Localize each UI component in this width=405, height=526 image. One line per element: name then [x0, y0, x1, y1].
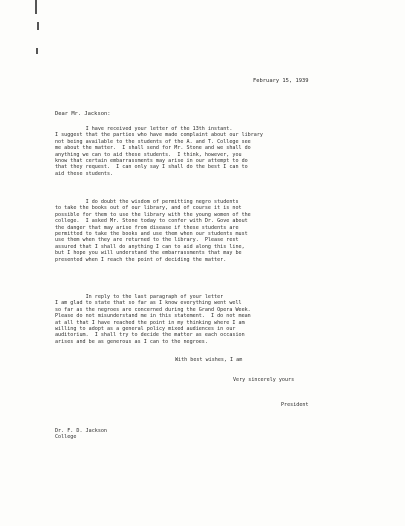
letter-paragraph-3: In reply to the last paragraph of your letter I am glad to state that so far as I know everything went well so far as the negroes are concerned during the Grand Opera Week. Please do not misunderstand me in this statement. I do not mean at all that I have reached the point in my thinking where I am willing to adopt as a general policy mixed audiences in our auditorium. I shall try to decide the matter as each occasion arises and be as generous as I can to the negroes. [55, 294, 251, 345]
letter-closing-valediction: Very sincerely yours [233, 377, 295, 383]
margin-mark [37, 22, 39, 30]
signature-title: President [281, 402, 309, 408]
letter-date: February 15, 1939 [253, 78, 309, 84]
letter-paragraph-2: I do doubt the wisdom of permitting negro students to take the books out of our library, and of course it is not possible for them to use the library with the young women of the college. I asked Mr. Stone today to confer with Dr. Gove about the danger that may arise from disease if these students are permitted to take the books and use them when our students must use them when they are returned to the library. Please rest assured that I shall do anything I can to aid along this line, but I hope you will understand the embarrassments that may be presented when I reach the point of deciding the matter. [55, 199, 251, 263]
margin-mark [35, 0, 37, 14]
letter-closing-wishes: With best wishes, I am [175, 357, 243, 363]
letter-salutation: Dear Mr. Jackson: [55, 111, 111, 117]
letter-paragraph-1: I have received your letter of the 13th instant. I suggest that the parties who have made complaint about our library not being available to the students of the A. and T. College see me about the matter. I shall send for Mr. Stone and we shall do anything we can to aid these students. I think, however, you know that certain embarrassments may arise in our attempt to do that they request. I can only say I shall do the best I can to aid these students. [55, 126, 263, 177]
margin-mark [36, 48, 38, 54]
letter-addressee: Dr. F. D. Jackson College [55, 428, 107, 441]
